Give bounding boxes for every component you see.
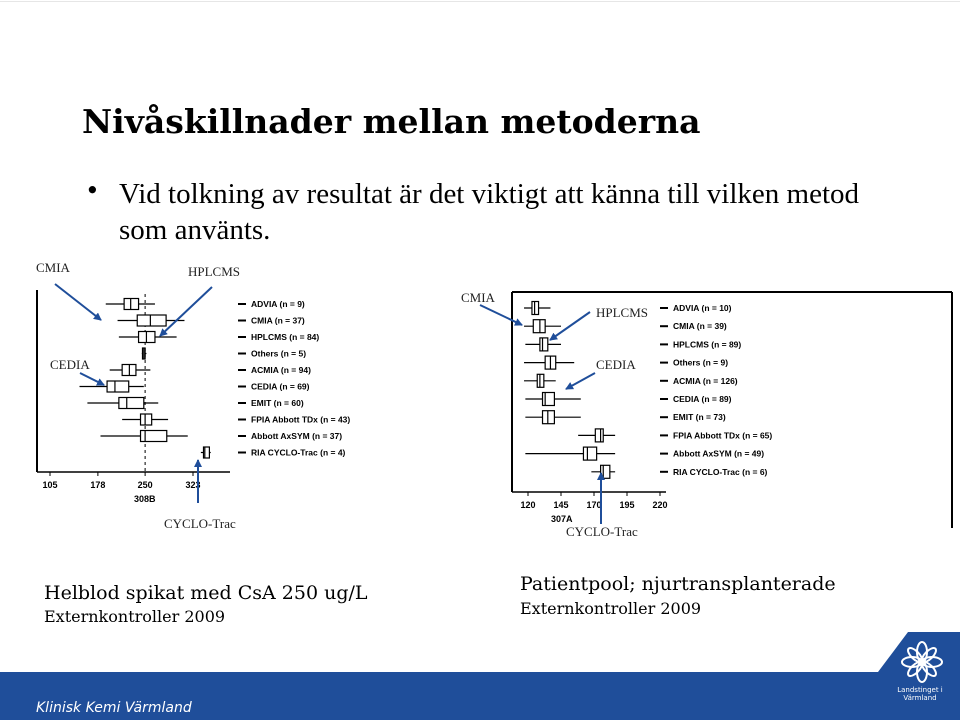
- box-iqr: [537, 374, 544, 387]
- legend-label: ADVIA (n = 10): [673, 303, 732, 313]
- box-iqr: [141, 431, 167, 442]
- legend-label: CEDIA (n = 89): [673, 394, 732, 404]
- legend-label: HPLCMS (n = 84): [251, 332, 320, 342]
- bullet-marker: •: [85, 176, 100, 205]
- arrow-right-cmia: [480, 305, 522, 325]
- x-tick-label: 178: [90, 480, 106, 490]
- x-tick-label: 323: [185, 480, 201, 490]
- x-tick-label: 120: [520, 500, 536, 510]
- right-caption: Patientpool; njurtransplanterade: [520, 573, 836, 595]
- legend-label: Abbott AxSYM (n = 49): [673, 448, 765, 459]
- legend-label: ADVIA (n = 9): [251, 299, 305, 309]
- box-advia: [524, 302, 550, 315]
- box-acmia: [110, 365, 151, 376]
- legend-label: ACMIA (n = 126): [673, 375, 738, 386]
- box-iqr: [137, 315, 166, 326]
- bullet-text: Vid tolkning av resultat är det viktigt att känna till vilken metod som använts.: [119, 178, 860, 246]
- arrow-left-cedia: [80, 373, 104, 385]
- legend-label: CMIA (n = 37): [251, 315, 305, 326]
- box-cmia: [524, 320, 561, 333]
- x-tick-label: 105: [42, 480, 58, 490]
- x-tick-label: 250: [137, 480, 153, 490]
- box-others: [142, 348, 147, 359]
- box-iqr: [124, 299, 138, 310]
- box-iqr: [119, 398, 144, 409]
- right-caption-sub: Externkontroller 2009: [520, 599, 702, 618]
- legend-label: EMIT (n = 73): [673, 412, 726, 423]
- legend-label: FPIA Abbott TDx (n = 43): [251, 414, 351, 425]
- box-iqr: [532, 302, 539, 315]
- box-advia: [106, 299, 155, 310]
- arrow-right-cedia: [566, 373, 595, 389]
- slide-title: Nivåskillnader mellan metoderna: [82, 102, 701, 141]
- x-tick-label: 220: [652, 500, 668, 510]
- box-hplcms: [525, 338, 561, 351]
- footer-text: Klinisk Kemi Värmland: [36, 700, 192, 716]
- right-label-cyclo: CYCLO-Trac: [566, 524, 638, 539]
- arrow-left-cmia: [55, 284, 101, 320]
- box-iqr: [543, 411, 555, 424]
- box-iqr: [583, 447, 596, 460]
- left-label-cmia: CMIA: [36, 260, 70, 275]
- left-label-hplcms: HPLCMS: [188, 264, 241, 279]
- box-iqr: [540, 338, 548, 351]
- box-fpia-abbott-tdx: [122, 414, 168, 425]
- box-iqr: [107, 381, 129, 392]
- sample-label: 308B: [134, 494, 156, 504]
- right-label-hplcms: HPLCMS: [596, 305, 649, 320]
- legend-label: CMIA (n = 39): [673, 321, 727, 332]
- box-cmia: [118, 315, 185, 326]
- box-abbott-axsym: [525, 447, 615, 460]
- left-label-cedia: CEDIA: [50, 357, 90, 372]
- legend-label: CEDIA (n = 69): [251, 381, 310, 392]
- x-tick-label: 145: [553, 500, 569, 510]
- legend-label: EMIT (n = 60): [251, 398, 304, 408]
- box-fpia-abbott-tdx: [578, 429, 615, 442]
- box-abbott-axsym: [101, 431, 188, 442]
- right-label-cedia: CEDIA: [596, 357, 636, 372]
- box-iqr: [595, 429, 603, 442]
- box-emit: [525, 411, 580, 424]
- x-tick-label: 170: [586, 500, 602, 510]
- box-iqr: [543, 393, 555, 406]
- landsting-logo: [878, 632, 960, 720]
- right-boxplot: [512, 292, 952, 528]
- box-cedia: [80, 381, 144, 392]
- box-ria-cyclo-trac: [201, 447, 211, 458]
- left-label-cyclo: CYCLO-Trac: [164, 516, 236, 531]
- box-emit: [87, 398, 158, 409]
- box-acmia: [524, 374, 556, 387]
- legend-label: HPLCMS (n = 89): [673, 339, 742, 350]
- left-boxplot: [37, 290, 350, 504]
- legend-label: RIA CYCLO-Trac (n = 4): [251, 447, 346, 458]
- legend-label: FPIA Abbott TDx (n = 65): [673, 430, 773, 441]
- box-hplcms: [119, 332, 177, 343]
- legend-label: Others (n = 9): [673, 357, 729, 368]
- box-others: [524, 356, 574, 369]
- left-caption: Helblod spikat med CsA 250 ug/L: [44, 582, 368, 604]
- legend-label: Abbott AxSYM (n = 37): [251, 431, 343, 441]
- box-iqr: [141, 414, 152, 425]
- box-ria-cyclo-trac: [591, 465, 615, 478]
- legend-label: Others (n = 5): [251, 348, 307, 359]
- box-iqr: [533, 320, 545, 333]
- box-cedia: [525, 393, 580, 406]
- legend-label: ACMIA (n = 94): [251, 365, 311, 375]
- right-label-cmia: CMIA: [461, 290, 495, 305]
- sample-label: 307A: [551, 514, 573, 524]
- logo-text: Landstinget i Värmland: [897, 686, 943, 702]
- x-tick-label: 195: [619, 500, 635, 510]
- left-caption-sub: Externkontroller 2009: [44, 607, 226, 626]
- legend-label: RIA CYCLO-Trac (n = 6): [673, 466, 768, 477]
- arrow-left-hplcms: [160, 287, 212, 336]
